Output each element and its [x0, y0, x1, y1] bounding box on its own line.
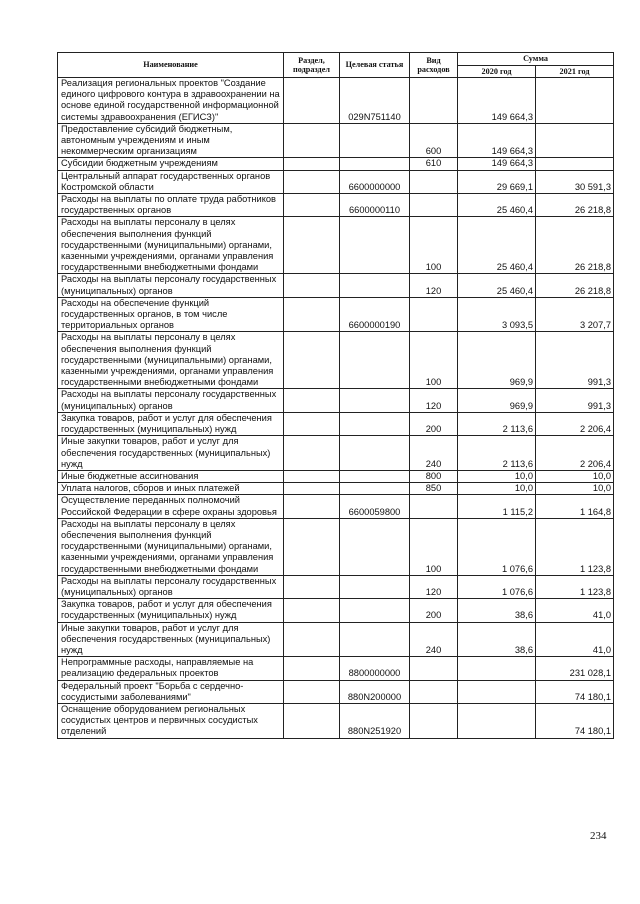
row-section	[284, 680, 340, 703]
row-sum-2020: 25 460,4	[458, 217, 536, 274]
table-row	[58, 78, 614, 124]
row-sum-2020: 2 113,6	[458, 412, 536, 435]
row-kind: 800	[410, 470, 458, 482]
row-sum-2020: 25 460,4	[458, 194, 536, 217]
table-row	[58, 703, 614, 738]
row-target	[340, 599, 410, 622]
table-row	[58, 194, 614, 217]
row-section	[284, 332, 340, 389]
row-name: Федеральный проект "Борьба с сердечно-сосудистыми заболеваниями"	[58, 680, 284, 703]
header-2020: 2020 год	[458, 65, 536, 78]
row-section	[284, 575, 340, 598]
row-target: 029N751140	[340, 78, 410, 124]
row-sum-2020: 149 664,3	[458, 123, 536, 158]
row-kind: 120	[410, 575, 458, 598]
row-name: Предоставление субсидий бюджетным, автономным учреждениям и иным некоммерческим организациям	[58, 123, 284, 158]
row-sum-2021: 2 206,4	[536, 436, 614, 471]
row-section	[284, 217, 340, 274]
table-row	[58, 412, 614, 435]
row-sum-2021: 1 123,8	[536, 575, 614, 598]
row-kind: 100	[410, 217, 458, 274]
row-sum-2021: 1 164,8	[536, 495, 614, 518]
row-kind: 100	[410, 332, 458, 389]
row-sum-2020: 969,9	[458, 389, 536, 412]
row-name: Иные бюджетные ассигнования	[58, 470, 284, 482]
row-target	[340, 436, 410, 471]
row-kind: 120	[410, 389, 458, 412]
row-sum-2020: 149 664,3	[458, 78, 536, 124]
row-name: Уплата налогов, сборов и иных платежей	[58, 483, 284, 495]
table-row	[58, 123, 614, 158]
row-kind: 240	[410, 436, 458, 471]
table-row	[58, 297, 614, 332]
row-name: Расходы на выплаты персоналу в целях обеспечения выполнения функций государственными (муниципальными) органами, казенными учреждениями, органами управления государственными внебюджетными фондами	[58, 217, 284, 274]
row-target: 880N200000	[340, 680, 410, 703]
row-kind: 240	[410, 622, 458, 657]
row-section	[284, 657, 340, 680]
row-name: Расходы на выплаты персоналу в целях обеспечения выполнения функций государственными (муниципальными) органами, казенными учреждениями, органами управления государственными внебюджетными фондами	[58, 518, 284, 575]
row-section	[284, 518, 340, 575]
row-sum-2020: 25 460,4	[458, 274, 536, 297]
row-sum-2021: 10,0	[536, 483, 614, 495]
row-sum-2020: 38,6	[458, 622, 536, 657]
row-name: Закупка товаров, работ и услуг для обеспечения государственных (муниципальных) нужд	[58, 599, 284, 622]
header-section: Раздел, подраздел	[284, 53, 340, 78]
row-kind: 200	[410, 412, 458, 435]
row-sum-2020: 149 664,3	[458, 158, 536, 170]
row-sum-2021: 2 206,4	[536, 412, 614, 435]
row-sum-2021: 74 180,1	[536, 680, 614, 703]
row-sum-2020: 1 076,6	[458, 575, 536, 598]
row-sum-2020: 1 076,6	[458, 518, 536, 575]
row-sum-2021	[536, 158, 614, 170]
row-sum-2021: 74 180,1	[536, 703, 614, 738]
row-kind	[410, 170, 458, 193]
row-name: Оснащение оборудованием региональных сосудистых центров и первичных сосудистых отделений	[58, 703, 284, 738]
row-target	[340, 158, 410, 170]
row-sum-2020: 10,0	[458, 483, 536, 495]
row-section	[284, 389, 340, 412]
row-sum-2020: 969,9	[458, 332, 536, 389]
row-target: 880N251920	[340, 703, 410, 738]
table-row	[58, 483, 614, 495]
row-sum-2021: 1 123,8	[536, 518, 614, 575]
header-target: Целевая статья	[340, 53, 410, 78]
row-target: 6600000190	[340, 297, 410, 332]
row-kind: 600	[410, 123, 458, 158]
table-row	[58, 657, 614, 680]
row-section	[284, 483, 340, 495]
row-kind: 120	[410, 274, 458, 297]
row-sum-2020: 3 093,5	[458, 297, 536, 332]
row-sum-2020: 38,6	[458, 599, 536, 622]
row-sum-2021	[536, 78, 614, 124]
row-target	[340, 622, 410, 657]
table-row	[58, 274, 614, 297]
table-row	[58, 332, 614, 389]
page-number: 234	[590, 830, 607, 842]
row-kind	[410, 703, 458, 738]
row-section	[284, 194, 340, 217]
row-target	[340, 274, 410, 297]
row-section	[284, 703, 340, 738]
row-target	[340, 412, 410, 435]
row-kind: 610	[410, 158, 458, 170]
row-target	[340, 123, 410, 158]
row-name: Субсидии бюджетным учреждениям	[58, 158, 284, 170]
table-row	[58, 389, 614, 412]
row-name: Расходы на выплаты персоналу государственных (муниципальных) органов	[58, 389, 284, 412]
row-target: 8800000000	[340, 657, 410, 680]
row-sum-2021: 30 591,3	[536, 170, 614, 193]
table-row	[58, 436, 614, 471]
budget-table	[57, 52, 614, 739]
row-sum-2021	[536, 123, 614, 158]
row-name: Закупка товаров, работ и услуг для обеспечения государственных (муниципальных) нужд	[58, 412, 284, 435]
row-sum-2020: 2 113,6	[458, 436, 536, 471]
row-kind	[410, 657, 458, 680]
header-sum: Сумма	[458, 53, 614, 66]
row-sum-2020	[458, 703, 536, 738]
table-header	[58, 53, 614, 78]
row-kind	[410, 194, 458, 217]
row-target	[340, 470, 410, 482]
row-sum-2021: 231 028,1	[536, 657, 614, 680]
row-kind	[410, 680, 458, 703]
row-kind: 850	[410, 483, 458, 495]
row-sum-2021: 991,3	[536, 332, 614, 389]
budget-table-container	[57, 52, 613, 739]
row-sum-2020: 29 669,1	[458, 170, 536, 193]
row-section	[284, 297, 340, 332]
row-sum-2021: 26 218,8	[536, 274, 614, 297]
row-target: 6600000000	[340, 170, 410, 193]
table-row	[58, 217, 614, 274]
row-section	[284, 599, 340, 622]
row-kind	[410, 495, 458, 518]
row-target	[340, 332, 410, 389]
row-target: 6600059800	[340, 495, 410, 518]
row-name: Расходы на выплаты персоналу государственных (муниципальных) органов	[58, 274, 284, 297]
row-target	[340, 217, 410, 274]
row-name: Центральный аппарат государственных органов Костромской области	[58, 170, 284, 193]
table-row	[58, 495, 614, 518]
row-target	[340, 483, 410, 495]
row-kind	[410, 297, 458, 332]
table-row	[58, 599, 614, 622]
row-sum-2020: 10,0	[458, 470, 536, 482]
row-section	[284, 158, 340, 170]
row-target: 6600000110	[340, 194, 410, 217]
row-section	[284, 622, 340, 657]
header-2021: 2021 год	[536, 65, 614, 78]
row-section	[284, 78, 340, 124]
row-sum-2021: 991,3	[536, 389, 614, 412]
row-sum-2021: 10,0	[536, 470, 614, 482]
row-sum-2021: 41,0	[536, 599, 614, 622]
row-sum-2021: 26 218,8	[536, 217, 614, 274]
row-sum-2021: 3 207,7	[536, 297, 614, 332]
table-body	[58, 78, 614, 739]
row-kind: 200	[410, 599, 458, 622]
row-name: Непрограммные расходы, направляемые на реализацию федеральных проектов	[58, 657, 284, 680]
row-kind: 100	[410, 518, 458, 575]
table-row	[58, 170, 614, 193]
row-name: Иные закупки товаров, работ и услуг для обеспечения государственных (муниципальных) нужд	[58, 622, 284, 657]
row-name: Расходы на обеспечение функций государственных органов, в том числе территориальных органов	[58, 297, 284, 332]
row-target	[340, 518, 410, 575]
table-row	[58, 575, 614, 598]
row-name: Расходы на выплаты по оплате труда работников государственных органов	[58, 194, 284, 217]
row-name: Расходы на выплаты персоналу государственных (муниципальных) органов	[58, 575, 284, 598]
table-row	[58, 158, 614, 170]
row-name: Иные закупки товаров, работ и услуг для обеспечения государственных (муниципальных) нужд	[58, 436, 284, 471]
row-section	[284, 495, 340, 518]
row-name: Осуществление переданных полномочий Российской Федерации в сфере охраны здоровья	[58, 495, 284, 518]
row-target	[340, 389, 410, 412]
table-row	[58, 470, 614, 482]
header-kind: Вид расходов	[410, 53, 458, 78]
row-section	[284, 412, 340, 435]
row-section	[284, 123, 340, 158]
row-sum-2020	[458, 680, 536, 703]
row-section	[284, 274, 340, 297]
table-row	[58, 622, 614, 657]
row-sum-2020: 1 115,2	[458, 495, 536, 518]
row-sum-2021: 41,0	[536, 622, 614, 657]
table-row	[58, 518, 614, 575]
row-section	[284, 170, 340, 193]
header-name: Наименование	[58, 53, 284, 78]
row-sum-2021: 26 218,8	[536, 194, 614, 217]
row-kind	[410, 78, 458, 124]
row-name: Расходы на выплаты персоналу в целях обеспечения выполнения функций государственными (муниципальными) органами, казенными учреждениями, органами управления государственными внебюджетными фондами	[58, 332, 284, 389]
row-target	[340, 575, 410, 598]
row-sum-2020	[458, 657, 536, 680]
row-name: Реализация региональных проектов "Создание единого цифрового контура в здравоохранении на основе единой государственной информационной системы здравоохранения (ЕГИСЗ)"	[58, 78, 284, 124]
table-row	[58, 680, 614, 703]
row-section	[284, 436, 340, 471]
row-section	[284, 470, 340, 482]
